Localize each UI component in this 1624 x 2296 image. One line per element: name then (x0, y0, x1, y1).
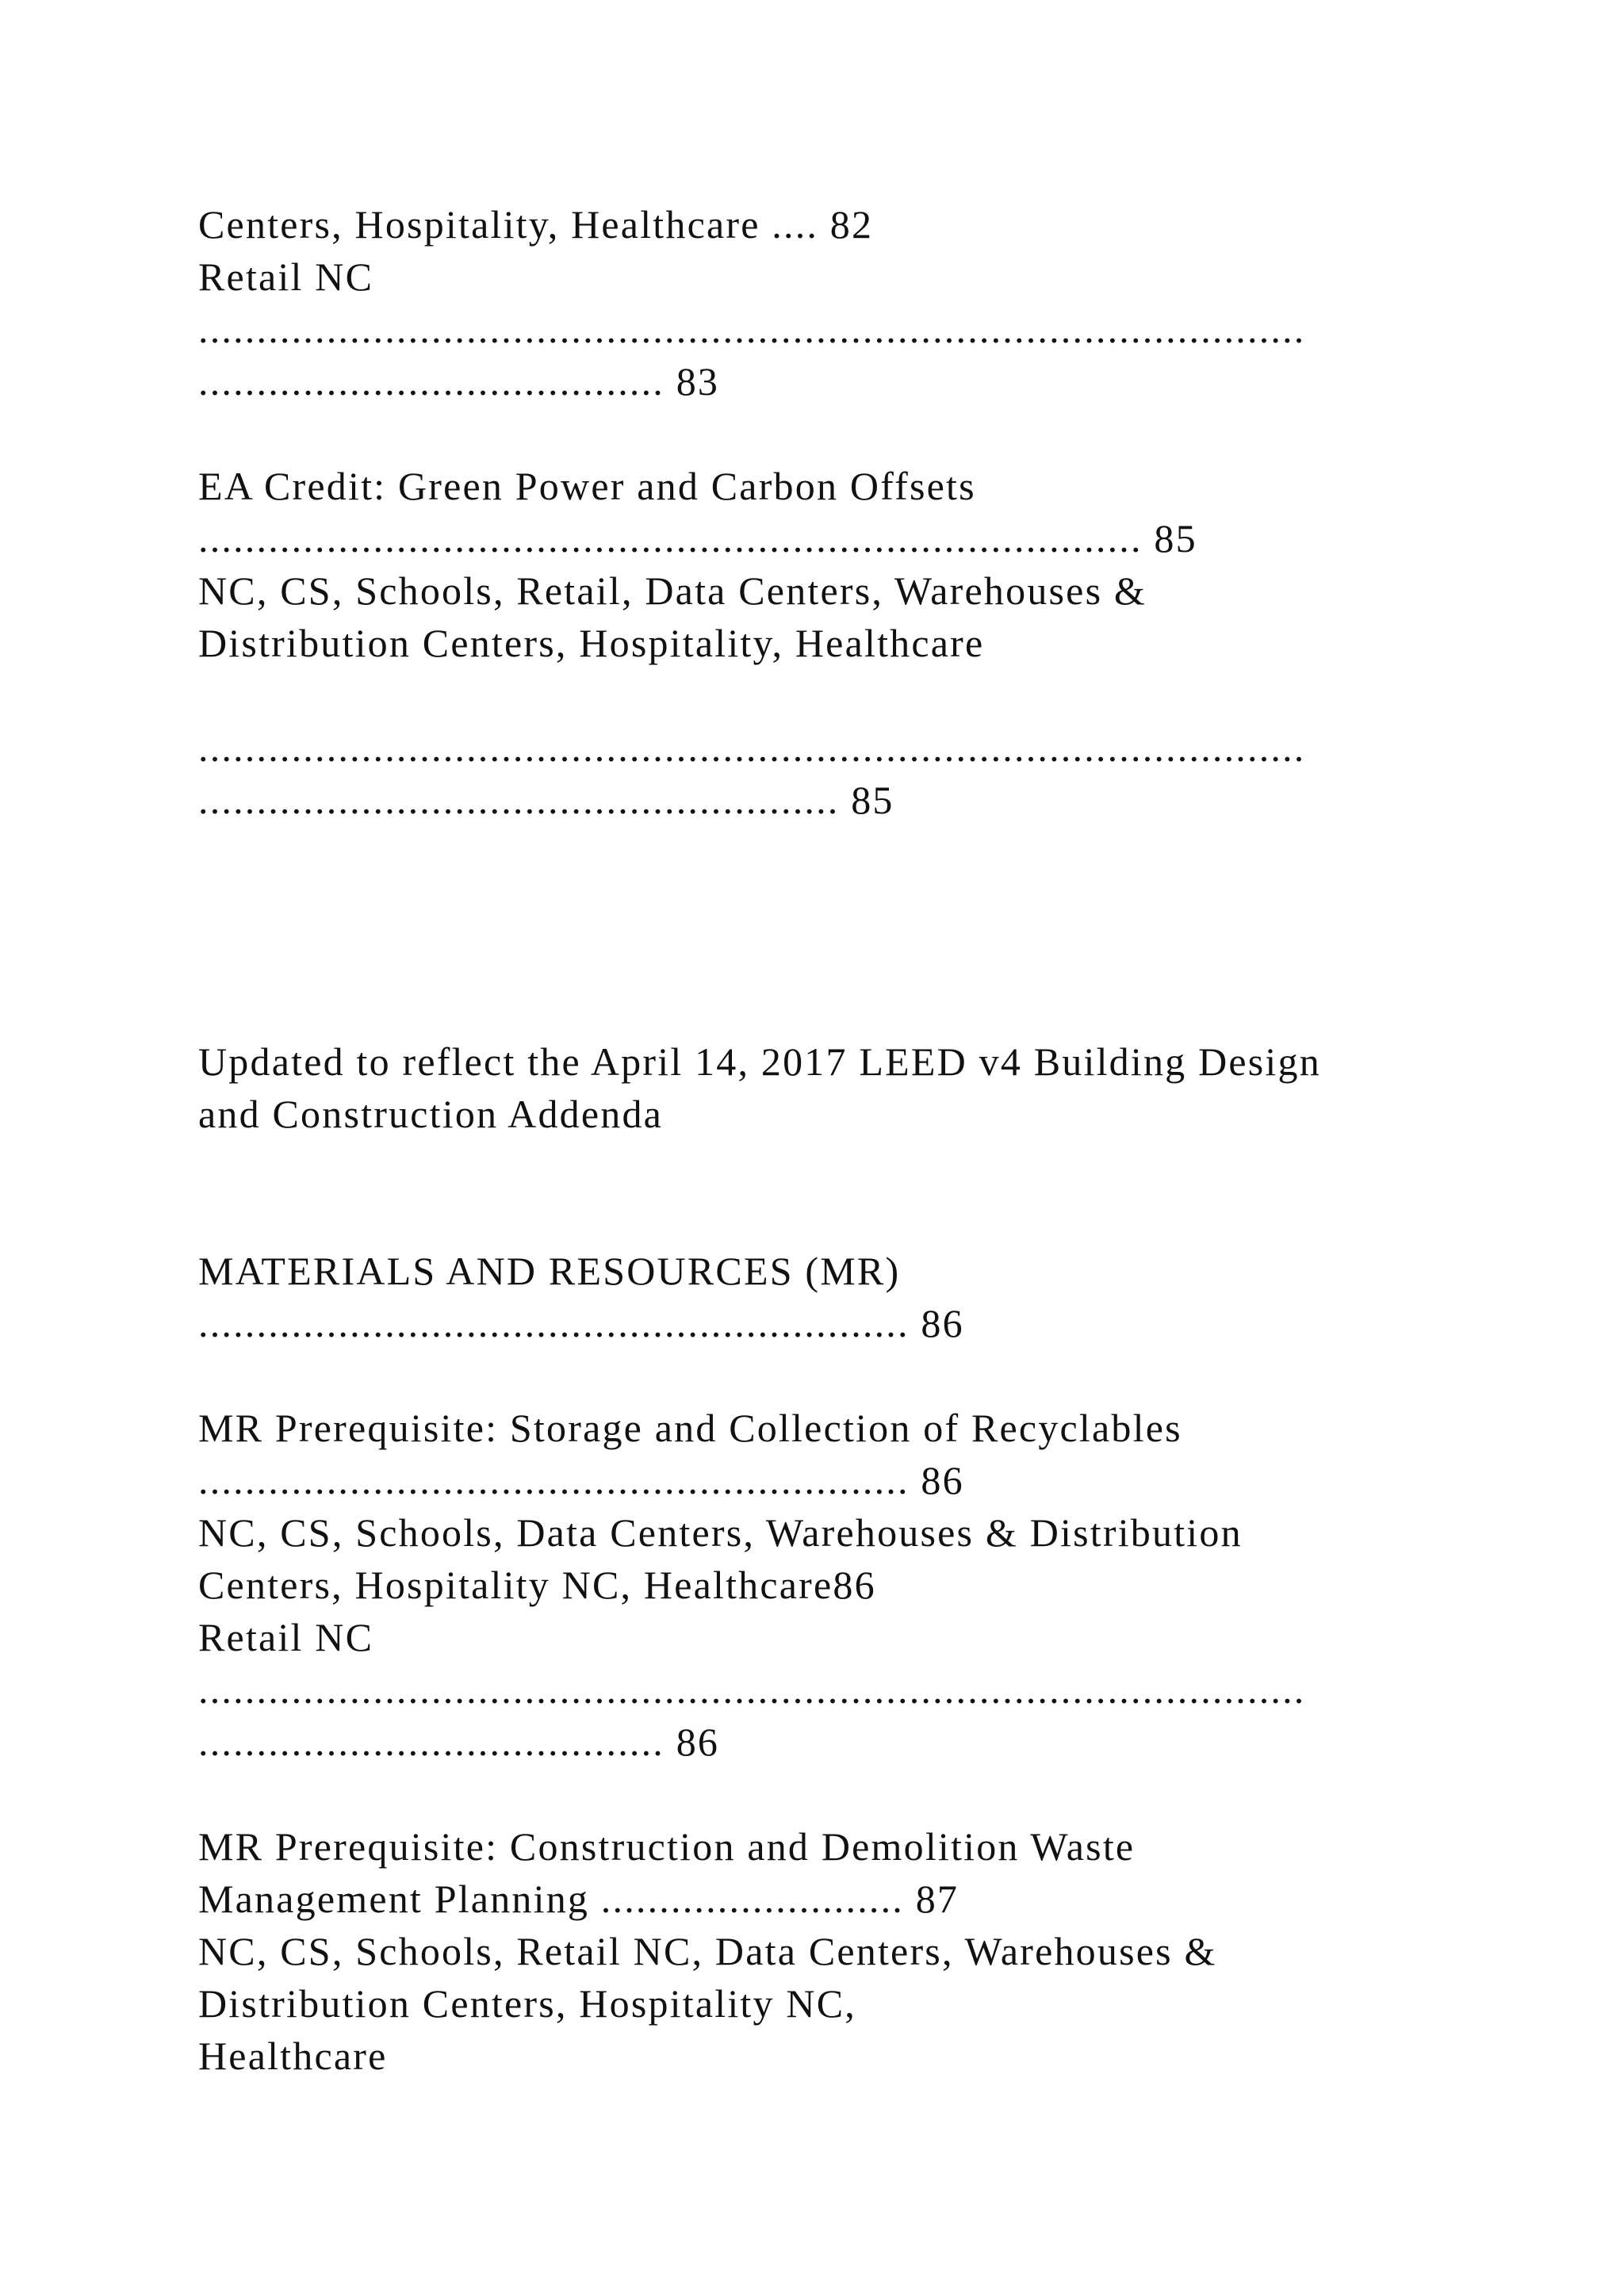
toc-line: Centers, Hospitality NC, Healthcare86 (198, 1563, 876, 1607)
toc-leader-dots: ........................................ 83 (198, 359, 720, 404)
toc-line: NC, CS, Schools, Retail, Data Centers, Warehouses & (198, 568, 1147, 613)
toc-leader-dots: ................................................................................. 85 (198, 516, 1197, 561)
toc-line: Healthcare (198, 2034, 388, 2078)
toc-line: Retail NC (198, 254, 374, 299)
toc-leader-dots: ............................................................................................... (198, 725, 1306, 770)
toc-line: Centers, Hospitality, Healthcare .... 82 (198, 202, 874, 247)
addenda-note: and Construction Addenda (198, 1092, 664, 1136)
toc-line: MR Prerequisite: Construction and Demolition Waste (198, 1824, 1136, 1869)
toc-line: NC, CS, Schools, Data Centers, Warehouses & Distribution (198, 1510, 1243, 1555)
toc-leader-dots: ............................................................................................... (198, 307, 1306, 351)
toc-line: EA Credit: Green Power and Carbon Offsets (198, 464, 976, 508)
toc-line: Retail NC (198, 1615, 374, 1659)
toc-line: Distribution Centers, Hospitality NC, (198, 1981, 856, 2026)
toc-line: NC, CS, Schools, Retail NC, Data Centers, Warehouses & (198, 1929, 1217, 1973)
toc-leader-dots: ............................................................. 86 (198, 1301, 964, 1345)
toc-line: Distribution Centers, Hospitality, Healthcare (198, 621, 985, 665)
addenda-note: Updated to reflect the April 14, 2017 LEED v4 Building Design (198, 1039, 1321, 1084)
section-heading: MATERIALS AND RESOURCES (MR) (198, 1249, 901, 1293)
toc-leader-dots: ............................................................................................... (198, 1667, 1306, 1712)
toc-leader-dots: ............................................................. 86 (198, 1458, 964, 1502)
toc-line: MR Prerequisite: Storage and Collection of Recyclables (198, 1406, 1182, 1450)
toc-line: Management Planning .......................... 87 (198, 1877, 959, 1921)
toc-leader-dots: ........................................ 86 (198, 1720, 720, 1764)
toc-leader-dots: ....................................................... 85 (198, 778, 894, 822)
